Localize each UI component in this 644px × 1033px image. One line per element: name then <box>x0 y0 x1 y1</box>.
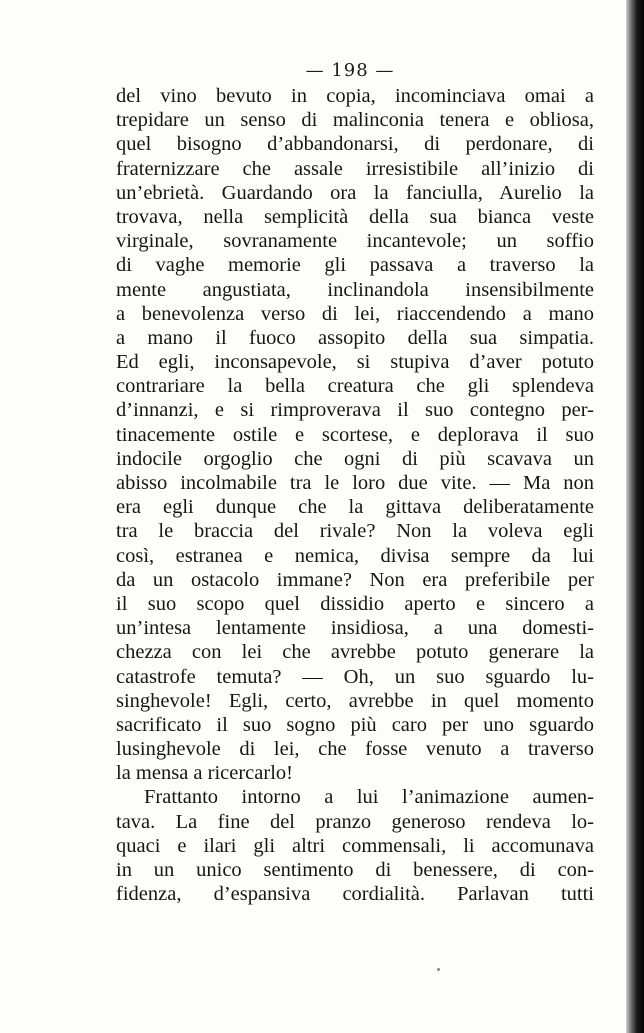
text-line: mente angustiata, inclinandola insensibilmente <box>116 278 594 301</box>
page-number: — 198 — <box>305 60 395 81</box>
text-line: contrariare la bella creatura che gli splendeva <box>116 375 594 398</box>
text-line: lusinghevole di lei, che fosse venuto a traverso <box>116 738 594 761</box>
text-line: il suo scopo quel dissidio aperto e sincero a <box>116 592 594 615</box>
text-line: indocile orgoglio che ogni di più scavava un <box>116 447 594 470</box>
text-line: in un unico sentimento di benessere, di con- <box>116 859 594 881</box>
text-line: da un ostacolo immane? Non era preferibile per <box>116 568 594 591</box>
paragraph <box>116 785 594 906</box>
text-line: catastrofe temuta? — Oh, un suo sguardo lu- <box>116 665 594 688</box>
text-line: tra le braccia del rivale? Non la voleva egli <box>116 520 594 543</box>
text-line: quel bisogno d’abbandonarsi, di perdonare, di <box>116 133 594 156</box>
body-text <box>116 84 594 906</box>
text-line: quaci e ilari gli altri commensali, li accomunava <box>116 834 594 857</box>
text-line: tava. La fine del pranzo generoso rendeva lo- <box>116 810 594 833</box>
text-line: tinacemente ostile e scortese, e deplorava il suo <box>116 423 594 446</box>
text-line: a mano il fuoco assopito della sua simpatia. <box>116 326 594 349</box>
text-line: singhevole! Egli, certo, avrebbe in quel momento <box>116 689 594 712</box>
text-line: sacrificato il suo sogno più caro per uno sguardo <box>116 713 594 736</box>
text-line: trepidare un senso di malinconia tenera e obliosa, <box>116 109 594 132</box>
paper-speck <box>437 968 440 971</box>
text-line: del vino bevuto in copia, incominciava omai a <box>116 85 594 107</box>
text-line: un’intesa lentamente insidiosa, a una domesti- <box>116 617 594 640</box>
text-line: abisso incolmabile tra le loro due vite. — Ma non <box>116 472 594 494</box>
text-line: d’innanzi, e si rimproverava il suo contegno per- <box>116 399 594 422</box>
text-line: la mensa a ricercarlo! <box>116 762 293 785</box>
paragraph <box>116 84 594 785</box>
text-line: un’ebrietà. Guardando ora la fanciulla, Aurelio la <box>116 181 594 204</box>
text-line: chezza con lei che avrebbe potuto generare la <box>116 641 594 664</box>
text-line: era egli dunque che la gittava deliberatamente <box>116 496 594 519</box>
text-line: fidenza, d’espansiva cordialità. Parlavan tutti <box>116 883 594 906</box>
text-line: Ed egli, inconsapevole, si stupiva d’aver potuto <box>116 351 594 374</box>
text-line: trovava, nella semplicità della sua bianca veste <box>116 205 594 228</box>
text-line: fraternizzare che assale irresistibile all’inizio di <box>116 157 594 180</box>
text-line: Frattanto intorno a lui l’animazione aumen- <box>144 786 594 809</box>
text-line: a benevolenza verso di lei, riaccendendo a mano <box>116 302 594 325</box>
text-line: virginale, sovranamente incantevole; un soffio <box>116 230 594 253</box>
text-line: così, estranea e nemica, divisa sempre da lui <box>116 544 594 567</box>
text-line: di vaghe memorie gli passava a traverso la <box>116 254 594 277</box>
book-spine-shadow <box>626 0 644 1033</box>
